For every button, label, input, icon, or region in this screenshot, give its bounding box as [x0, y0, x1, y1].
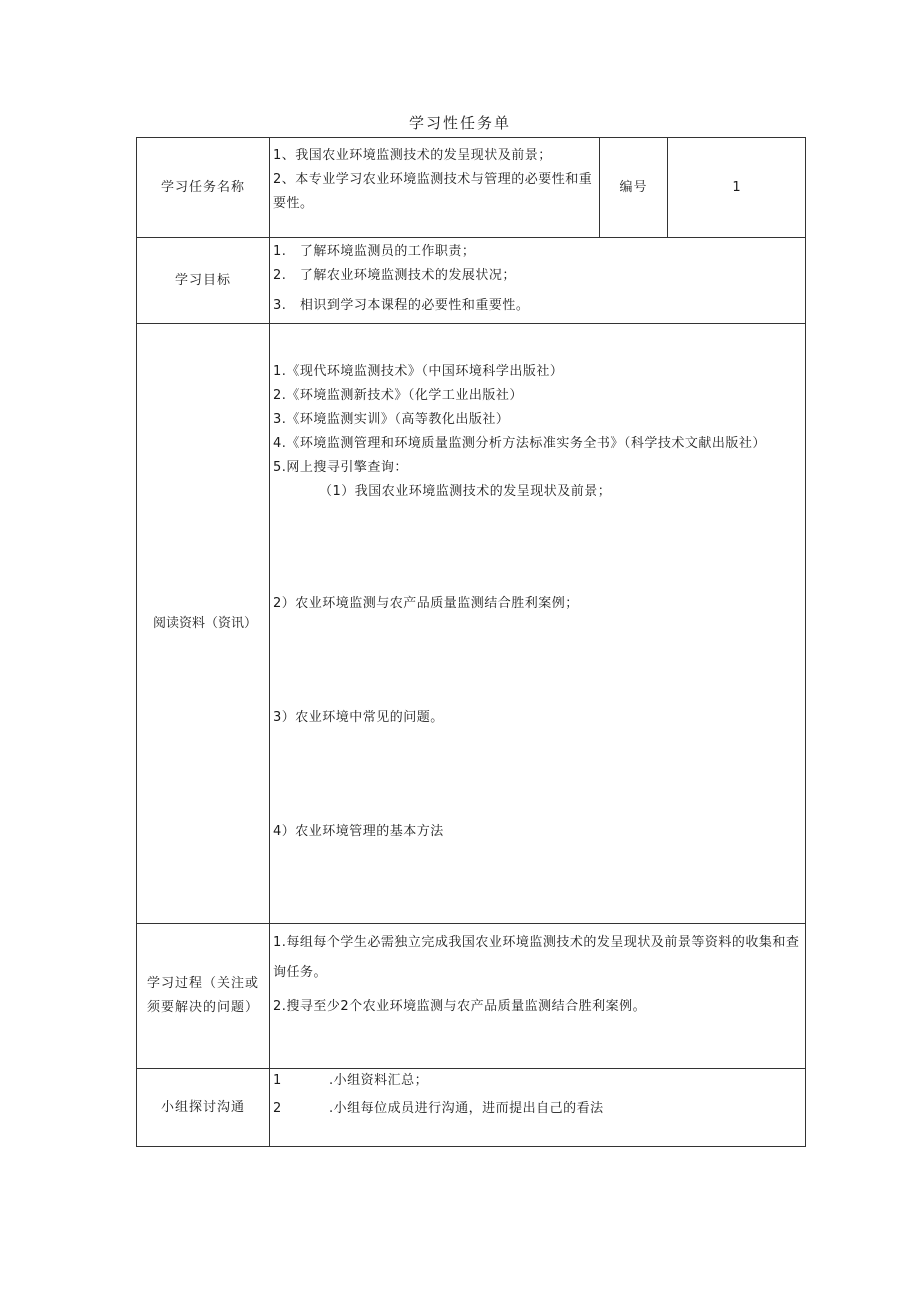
process-label: 学习过程（关注或须要解决的问题）	[137, 924, 270, 1069]
reading-label-text: 阅读资料（资讯）	[153, 615, 258, 631]
task-sheet-table	[136, 137, 806, 1147]
discussion-label: 小组探讨沟通	[137, 1069, 270, 1147]
reference-item: 3.《环境监测实训》（高等教化出版社）	[273, 412, 510, 427]
number-value: 1	[668, 138, 806, 238]
discussion-item-text: .小组资料汇总；	[329, 1073, 429, 1088]
goal-item: 2. 了解农业环境监测技术的发展状况；	[273, 268, 516, 283]
goals-content	[270, 238, 806, 324]
reading-content	[270, 324, 806, 924]
goals-label: 学习目标	[137, 238, 270, 324]
search-topic-item: 2）农业环境监测与农产品质量监测结合胜利案例；	[273, 596, 579, 611]
reference-item: 5.网上搜寻引擎查询：	[273, 460, 408, 475]
discussion-item-text: .小组每位成员进行沟通，进而提出自己的看法	[329, 1101, 604, 1116]
number-label: 编号	[600, 138, 668, 238]
discussion-content	[270, 1069, 806, 1147]
reading-row	[137, 324, 806, 924]
discussion-row	[137, 1069, 806, 1147]
task-name-label: 学习任务名称	[137, 138, 270, 238]
discussion-item	[273, 1097, 802, 1121]
reference-item: 1.《现代环境监测技术》（中国环境科学出版社）	[273, 364, 564, 379]
search-topic-item: 4）农业环境管理的基本方法	[273, 824, 444, 839]
reading-label	[137, 324, 270, 924]
goal-item: 1. 了解环境监测员的工作职责；	[273, 244, 476, 259]
search-topic-item: 3）农业环境中常见的问题。	[273, 710, 444, 725]
discussion-item-number: 1	[273, 1073, 282, 1088]
page-title: 学习性任务单	[408, 114, 511, 132]
task-name-item: 1、我国农业环境监测技术的发呈现状及前景；	[273, 148, 552, 163]
task-name-content	[270, 138, 600, 238]
process-item: 1.每组每个学生必需独立完成我国农业环境监测技术的发呈现状及前景等资料的收集和查询任务。	[273, 935, 800, 980]
process-content	[270, 924, 806, 1069]
discussion-item-number: 2	[273, 1101, 282, 1116]
task-name-item: 2、本专业学习农业环境监测技术与管理的必要性和重要性。	[273, 172, 593, 211]
reference-item: 2.《环境监测新技术》（化学工业出版社）	[273, 388, 523, 403]
process-item: 2.搜寻至少2个农业环境监测与农产品质量监测结合胜利案例。	[273, 999, 647, 1014]
process-row	[137, 924, 806, 1069]
discussion-item	[273, 1069, 802, 1093]
reference-item: 4.《环境监测管理和环境质量监测分析方法标准实务全书》（科学技术文献出版社）	[273, 436, 766, 451]
task-name-row	[137, 138, 806, 238]
search-topic-item: （1）我国农业环境监测技术的发呈现状及前景；	[319, 484, 612, 499]
goal-item: 3. 相识到学习本课程的必要性和重要性。	[273, 298, 530, 313]
goals-row	[137, 238, 806, 324]
